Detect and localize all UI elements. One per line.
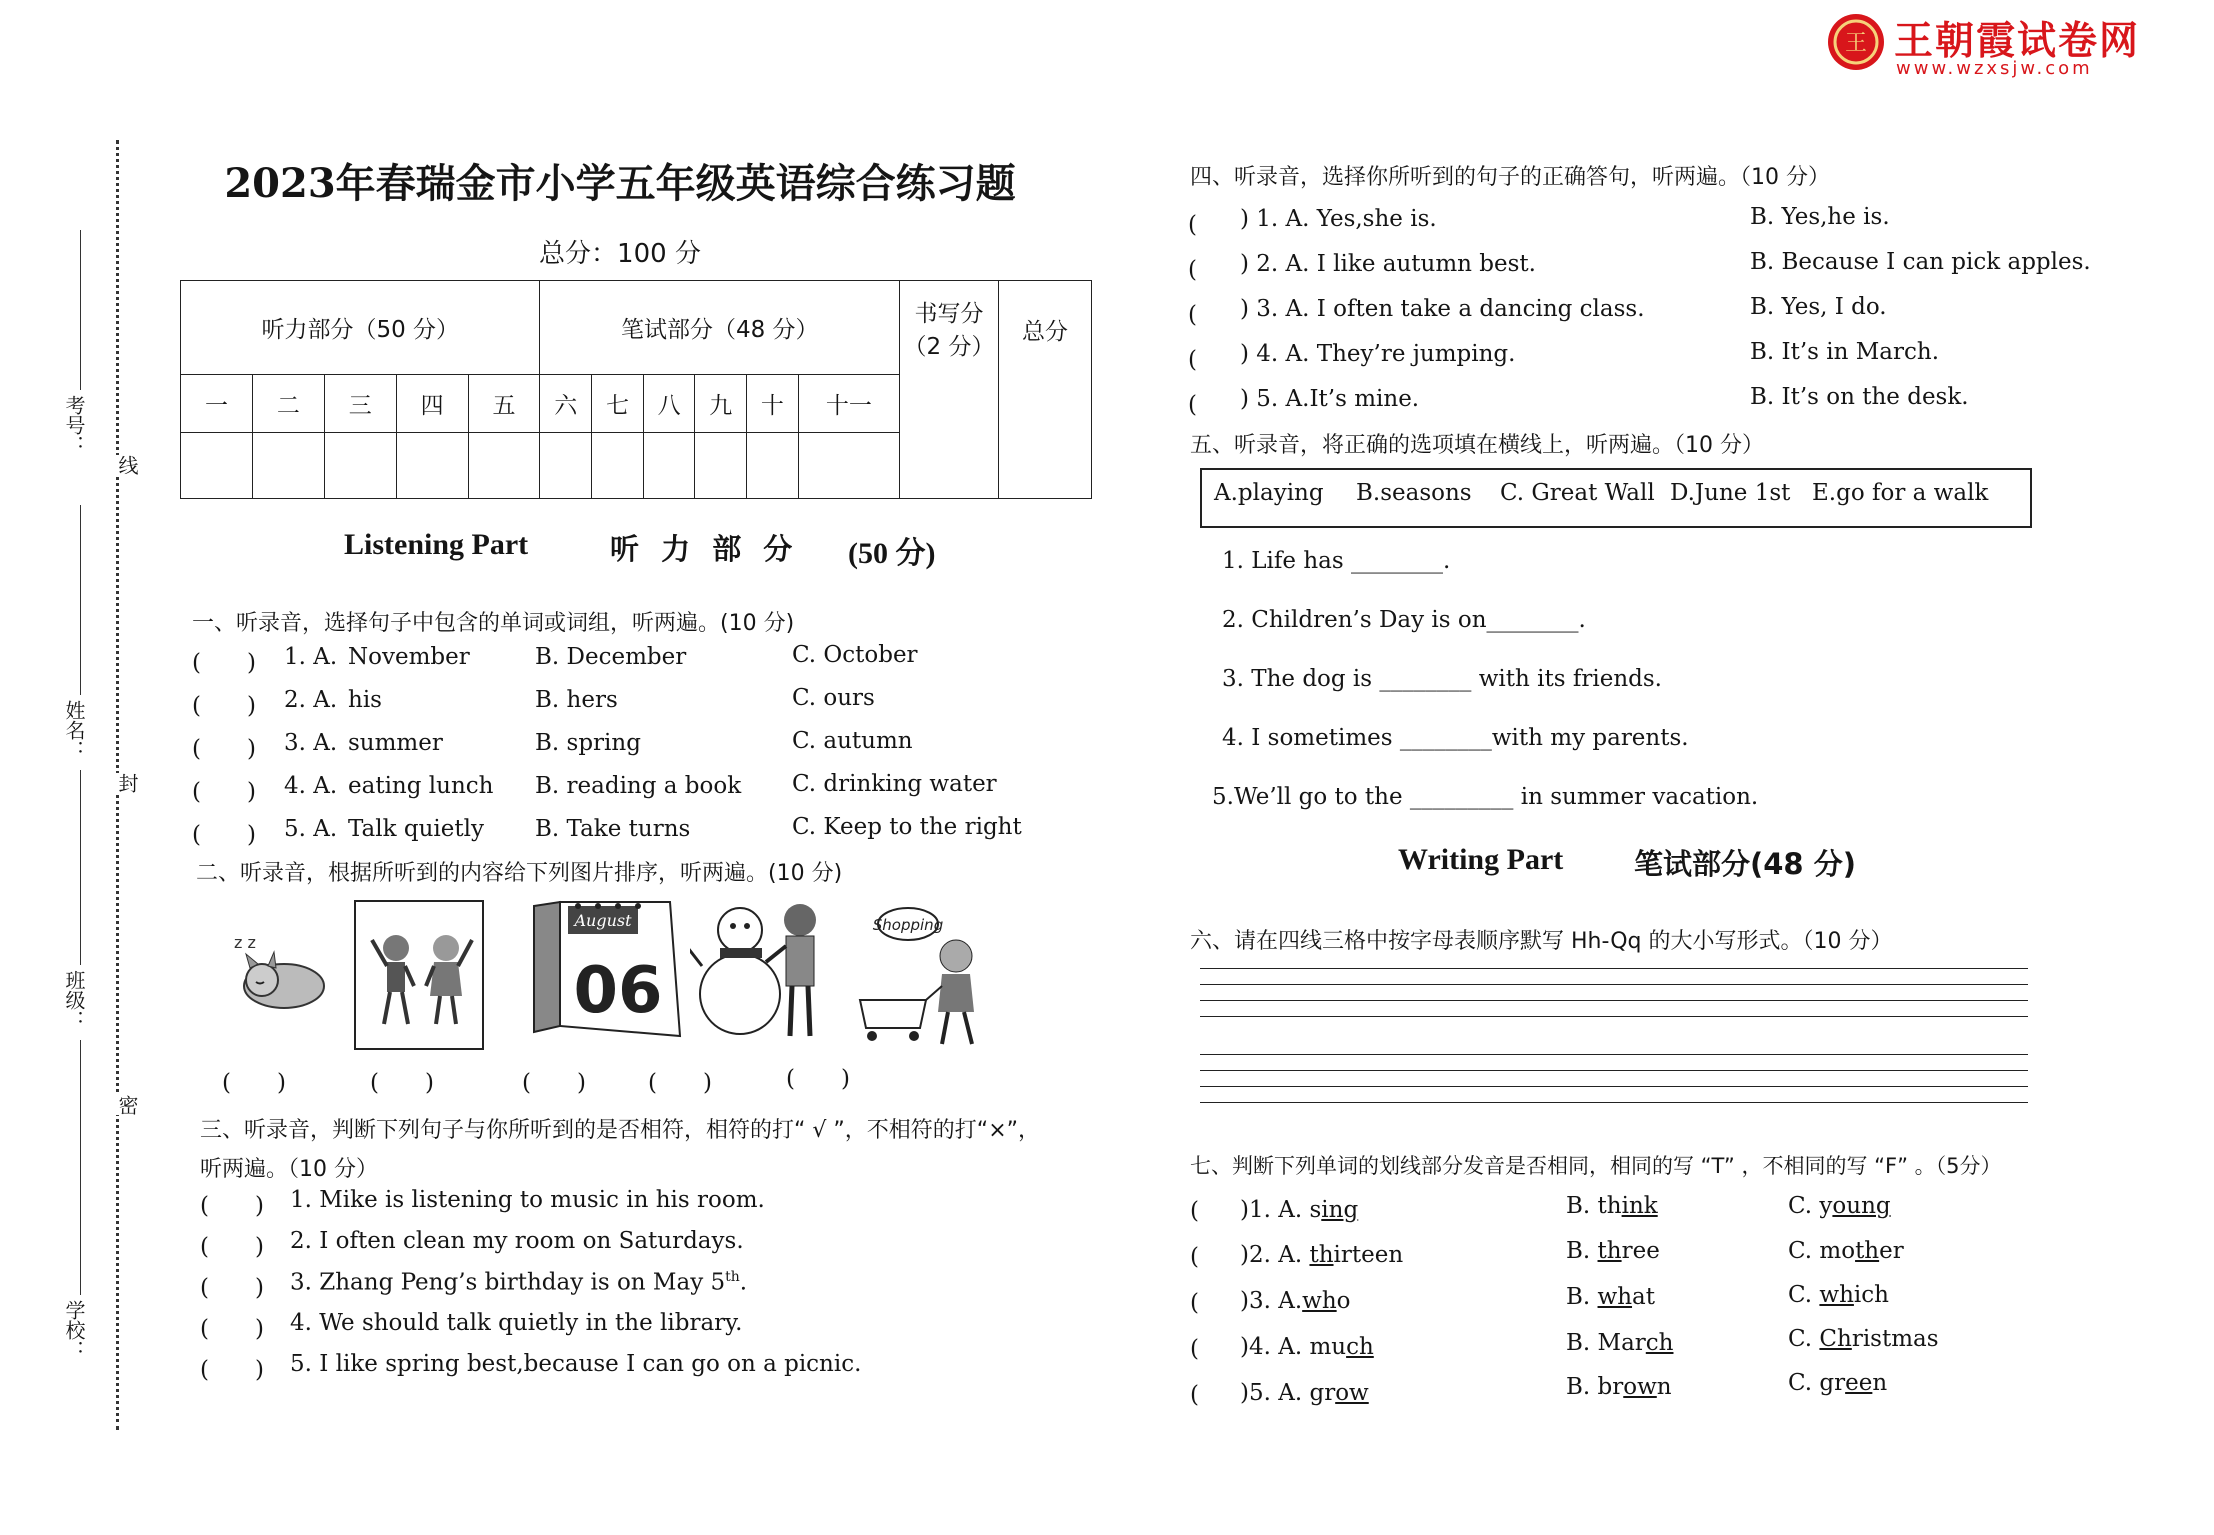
sec3-paren[interactable]: ( ) — [200, 1275, 264, 1301]
four-line-grid-1[interactable] — [1200, 968, 2028, 1030]
sec7-word-b: B. three — [1566, 1238, 1660, 1264]
sec7-word-a: )4. A. much — [1240, 1334, 1374, 1360]
score-cell[interactable] — [798, 433, 899, 499]
sec4-opt-b: B. It’s on the desk. — [1750, 384, 1969, 410]
sec5-option: D.June 1st — [1670, 480, 1791, 506]
sec1-heading: 一、听录音，选择句子中包含的单词或词组，听两遍。(10 分) — [192, 611, 795, 636]
class-line — [80, 770, 81, 965]
listening-heading-en: Listening Part — [344, 528, 529, 561]
svg-text:06: 06 — [573, 954, 663, 1028]
writing-heading-en: Writing Part — [1398, 843, 1564, 876]
school-line — [80, 1040, 81, 1295]
sec6-heading: 六、请在四线三格中按字母表顺序默写 Hh-Qq 的大小写形式。（10 分） — [1190, 929, 1893, 954]
sec1-opt-b: B. reading a book — [535, 773, 742, 799]
sec4-opt-a: ) 2. A. I like autumn best. — [1240, 251, 1536, 277]
sec3-heading-line2: 听两遍。（10 分） — [200, 1157, 378, 1182]
sec1-opt-c: C. autumn — [792, 728, 913, 754]
sec4-opt-a: ) 3. A. I often take a dancing class. — [1240, 296, 1645, 322]
sec7-word-b: B. what — [1566, 1284, 1655, 1310]
score-cell[interactable] — [324, 433, 396, 499]
sec1-num: 2. A. — [284, 687, 338, 713]
sec3-heading-line1: 三、听录音，判断下列句子与你所听到的是否相符，相符的打“ √ ”，不相符的打“×”， — [200, 1118, 1041, 1143]
score-col: 十一 — [798, 375, 899, 433]
sec1-opt-b: B. December — [535, 644, 687, 670]
sec2-blank[interactable]: ( ) — [786, 1066, 850, 1092]
sec1-opt-a: his — [348, 687, 382, 713]
sec4-opt-a: ) 5. A.It’s mine. — [1240, 386, 1420, 412]
sec4-opt-b: B. Yes,he is. — [1750, 204, 1890, 230]
score-cell[interactable] — [540, 433, 592, 499]
score-cell[interactable] — [396, 433, 468, 499]
sec1-opt-c: C. October — [792, 642, 918, 668]
sec4-opt-b: B. Yes, I do. — [1750, 294, 1887, 320]
sec3-paren[interactable]: ( ) — [200, 1316, 264, 1342]
sec2-blank[interactable]: ( ) — [648, 1070, 712, 1096]
score-col: 一 — [181, 375, 253, 433]
score-cell[interactable] — [181, 433, 253, 499]
score-handwriting-header — [900, 281, 999, 499]
sec3-paren[interactable]: ( ) — [200, 1234, 264, 1260]
sec5-item[interactable]: 1. Life has ________. — [1222, 548, 1451, 574]
sec7-paren[interactable]: ( — [1190, 1336, 1199, 1362]
sec4-opt-a: ) 1. A. Yes,she is. — [1240, 206, 1437, 232]
score-total-header: 总分 — [999, 281, 1092, 499]
snowman-picture — [690, 896, 838, 1046]
sec1-paren[interactable]: ( ) — [192, 693, 256, 719]
handwriting-label: 书写分 — [914, 301, 984, 327]
score-cell[interactable] — [468, 433, 540, 499]
sec1-paren[interactable]: ( ) — [192, 822, 256, 848]
binding-mi: 密 — [113, 1095, 142, 1115]
sec1-opt-a: Talk quietly — [348, 816, 484, 842]
listening-heading-pts: (50 分) — [848, 537, 936, 570]
score-col: 六 — [540, 375, 592, 433]
sec1-opt-a: November — [348, 644, 470, 670]
score-cell[interactable] — [252, 433, 324, 499]
sec5-item[interactable]: 3. The dog is ________ with its friends. — [1222, 666, 1662, 692]
score-col: 七 — [592, 375, 644, 433]
score-written-header: 笔试部分（48 分） — [540, 281, 900, 375]
sec5-item[interactable]: 5.We’ll go to the _________ in summer vacation. — [1212, 784, 1759, 810]
brand-url: www.wzxsjw.com — [1896, 58, 2093, 79]
sec7-word-c: C. mother — [1788, 1238, 1904, 1264]
score-listening-header: 听力部分（50 分） — [181, 281, 540, 375]
school-label: 学校： — [62, 1300, 86, 1360]
sec3-statement: 4. We should talk quietly in the library. — [290, 1310, 743, 1336]
sec7-word-c: C. Christmas — [1788, 1326, 1939, 1352]
sec5-option: C. Great Wall — [1500, 480, 1655, 506]
score-cell[interactable] — [592, 433, 644, 499]
listening-heading-cn: 听 力 部 分 — [610, 532, 799, 566]
sec3-statement: 1. Mike is listening to music in his room. — [290, 1187, 765, 1213]
sec5-heading: 五、听录音，将正确的选项填在横线上，听两遍。（10 分） — [1190, 433, 1764, 458]
sec1-num: 4. A. — [284, 773, 338, 799]
sec1-opt-c: C. Keep to the right — [792, 814, 1022, 840]
sec5-option: E.go for a walk — [1812, 480, 1989, 506]
sec7-word-b: B. think — [1566, 1193, 1658, 1219]
score-cell[interactable] — [643, 433, 695, 499]
sec4-heading: 四、听录音，选择你所听到的句子的正确答句，听两遍。（10 分） — [1190, 165, 1830, 190]
score-cell[interactable] — [747, 433, 799, 499]
sleeping-dog-picture — [228, 898, 332, 1018]
sec7-paren[interactable]: ( — [1190, 1290, 1199, 1316]
sec4-paren[interactable]: ( — [1188, 212, 1243, 238]
sec7-word-b: B. brown — [1566, 1374, 1672, 1400]
sec5-item[interactable]: 4. I sometimes ________with my parents. — [1222, 725, 1689, 751]
sec7-word-a: )2. A. thirteen — [1240, 1242, 1404, 1268]
score-table — [180, 280, 1092, 499]
sec7-paren[interactable]: ( — [1190, 1198, 1199, 1224]
sec7-heading: 七、判断下列单词的划线部分发音是否相同，相同的写 “T” ，不相同的写 “F” 。（5分） — [1190, 1154, 2002, 1178]
exam-no-label: 考号： — [62, 395, 86, 455]
score-col: 八 — [643, 375, 695, 433]
sec7-paren[interactable]: ( — [1190, 1244, 1199, 1270]
name-label: 姓名： — [62, 700, 86, 760]
sec4-opt-b: B. Because I can pick apples. — [1750, 249, 2091, 275]
sec5-item[interactable]: 2. Children’s Day is on________. — [1222, 607, 1586, 633]
score-col: 十 — [747, 375, 799, 433]
sec1-opt-c: C. ours — [792, 685, 875, 711]
sec1-opt-c: C. drinking water — [792, 771, 997, 797]
sec7-paren[interactable]: ( — [1190, 1382, 1199, 1408]
four-line-grid-2[interactable] — [1200, 1054, 2028, 1116]
sec1-opt-b: B. Take turns — [535, 816, 691, 842]
page-title: 2023年春瑞金市小学五年级英语综合练习题 — [224, 160, 1016, 207]
brand-name: 王朝霞试卷网 — [1894, 19, 2141, 64]
sec1-opt-a: eating lunch — [348, 773, 494, 799]
sec4-opt-b: B. It’s in March. — [1750, 339, 1940, 365]
sec1-opt-b: B. spring — [535, 730, 641, 756]
svg-text:z z: z z — [234, 933, 256, 952]
sec5-option: B.seasons — [1356, 480, 1472, 506]
sec2-blank[interactable]: ( ) — [370, 1070, 434, 1096]
brand-seal-icon — [1826, 12, 1886, 72]
sec7-word-a: )1. A. sing — [1240, 1197, 1359, 1223]
sec7-word-c: C. young — [1788, 1193, 1891, 1219]
name-line — [80, 505, 81, 695]
sec3-paren[interactable]: ( ) — [200, 1193, 264, 1219]
sec3-statement: 5. I like spring best,because I can go on a picnic. — [290, 1351, 862, 1377]
sec7-word-b: B. March — [1566, 1330, 1674, 1356]
sec3-paren[interactable]: ( ) — [200, 1357, 264, 1383]
sec4-paren[interactable]: ( — [1188, 302, 1243, 328]
sec2-blank[interactable]: ( ) — [222, 1070, 286, 1096]
svg-text:Shopping: Shopping — [872, 916, 944, 934]
sec5-option: A.playing — [1214, 480, 1324, 506]
score-cell[interactable] — [695, 433, 747, 499]
sec1-num: 3. A. — [284, 730, 338, 756]
score-col: 四 — [396, 375, 468, 433]
score-col: 五 — [468, 375, 540, 433]
class-label: 班级： — [62, 970, 86, 1030]
sec1-num: 5. A. — [284, 816, 338, 842]
binding-feng: 封 — [113, 773, 142, 793]
sec7-word-a: )3. A.who — [1240, 1288, 1351, 1314]
score-col: 九 — [695, 375, 747, 433]
sec1-opt-a: summer — [348, 730, 443, 756]
calendar-picture — [520, 896, 688, 1042]
sec4-paren[interactable]: ( — [1188, 347, 1243, 373]
kids-exercising-picture — [354, 900, 484, 1050]
score-col: 二 — [252, 375, 324, 433]
shopping-picture — [856, 900, 996, 1050]
sec3-statement: 3. Zhang Peng’s birthday is on May 5th. — [290, 1269, 748, 1296]
sec4-paren[interactable]: ( — [1188, 392, 1243, 418]
sec7-word-c: C. green — [1788, 1370, 1888, 1396]
brand-logo — [1826, 10, 2206, 80]
total-score: 总分：100 分 — [539, 239, 701, 269]
writing-heading-cn: 笔试部分(48 分) — [1634, 847, 1856, 881]
svg-text:王: 王 — [1844, 31, 1868, 56]
sec3-statement: 2. I often clean my room on Saturdays. — [290, 1228, 744, 1254]
sec1-paren[interactable]: ( ) — [192, 779, 256, 805]
sec4-paren[interactable]: ( — [1188, 257, 1243, 283]
binding-xian: 线 — [113, 455, 142, 475]
score-col: 三 — [324, 375, 396, 433]
sec1-paren[interactable]: ( ) — [192, 650, 256, 676]
sec7-word-a: )5. A. grow — [1240, 1380, 1369, 1406]
sec1-paren[interactable]: ( ) — [192, 736, 256, 762]
svg-text:August: August — [574, 911, 632, 930]
sec4-opt-a: ) 4. A. They’re jumping. — [1240, 341, 1516, 367]
exam-no-line — [80, 230, 81, 390]
sec7-word-c: C. which — [1788, 1282, 1889, 1308]
sec1-opt-b: B. hers — [535, 687, 618, 713]
handwriting-points: （2 分） — [903, 334, 995, 360]
sec2-blank[interactable]: ( ) — [522, 1070, 586, 1096]
sec2-heading: 二、听录音，根据所听到的内容给下列图片排序，听两遍。(10 分) — [196, 861, 843, 886]
sec1-num: 1. A. — [284, 644, 338, 670]
